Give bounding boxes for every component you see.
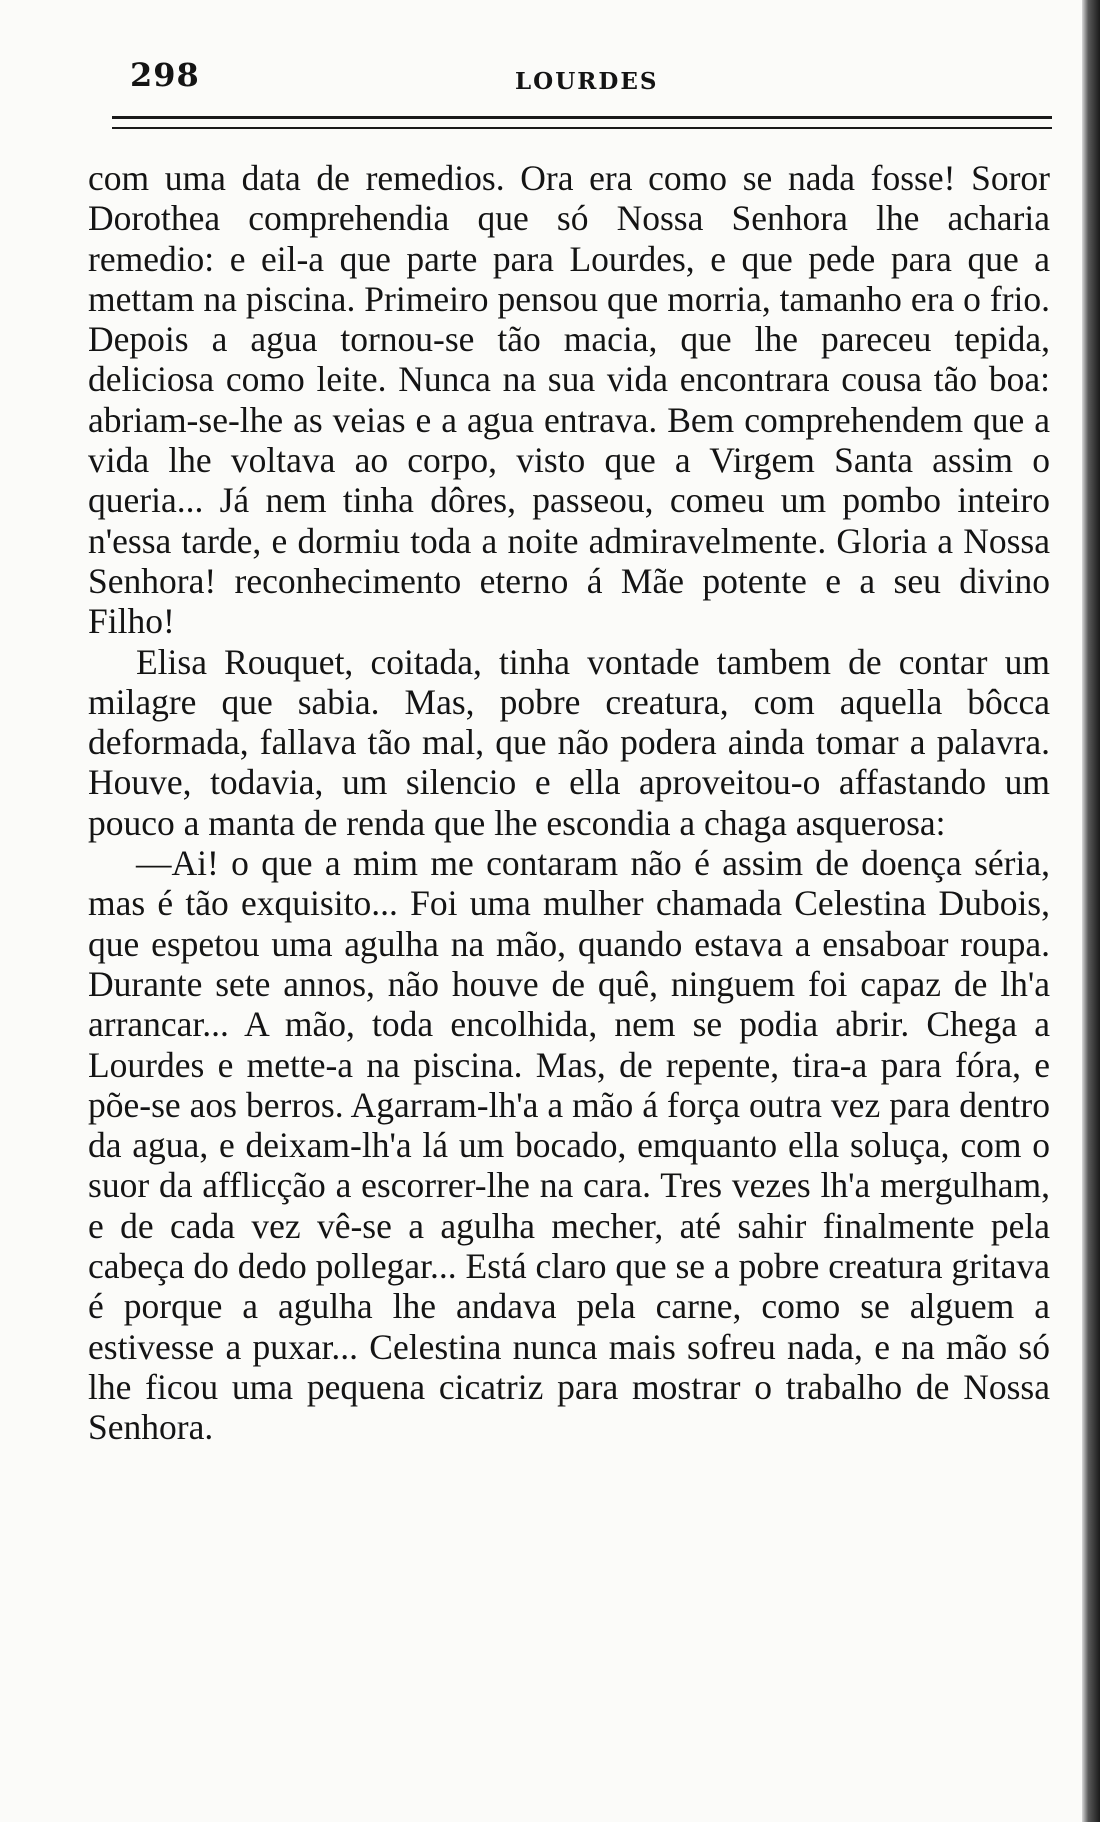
header-rule-thin [112,127,1052,129]
page-edge-shadow [1082,0,1100,1822]
paragraph-1: com uma data de remedios. Ora era como se nada fosse! Soror Dorothea comprehendia que só Nossa Senhora lhe acharia remedio: e eil-a que parte para Lourdes, e que pede para que a mettam na piscina. Primeiro pensou que morria, tamanho era o frio. Depois a agua tornou-se tão macia, que lhe pareceu tepida, deliciosa como leite. Nunca na sua vida encontrara cousa tão boa: abriam-se-lhe as veias e a agua entrava. Bem comprehendem que a vida lhe voltava ao corpo, visto que a Virgem Santa assim o queria... Já nem tinha dôres, passeou, comeu um pombo inteiro n'essa tarde, e dormiu toda a noite admiravelmente. Gloria a Nossa Senhora! reconhecimento eterno á Mãe potente e a seu divino Filho! [88,158,1050,642]
running-title: LOURDES [515,68,659,95]
paragraph-2: Elisa Rouquet, coitada, tinha vontade tambem de contar um milagre que sabia. Mas, pobre creatura, com aquella bôcca deformada, fallava tão mal, que não podera ainda tomar a palavra. Houve, todavia, um silencio e ella aproveitou-o affastando um pouco a manta de renda que lhe escondia a chaga asquerosa: [88,641,1050,843]
header-rule [112,116,1052,119]
body-text [88,158,1050,1448]
page-header [130,52,1050,102]
paragraph-3: —Ai! o que a mim me contaram não é assim de doença séria, mas é tão exquisito... Foi uma mulher chamada Celestina Dubois, que espetou uma agulha na mão, quando estava a ensaboar roupa. Durante sete annos, não houve de quê, ninguem foi capaz de lh'a arrancar... A mão, toda encolhida, nem se podia abrir. Chega a Lourdes e mette-a na piscina. Mas, de repente, tira-a para fóra, e põe-se aos berros. Agarram-lh'a a mão á força outra vez para dentro da agua, e deixam-lh'a lá um bocado, emquanto ella soluça, com o suor da afflicção a escorrer-lhe na cara. Tres vezes lh'a mergulham, e de cada vez vê-se a agulha mecher, até sahir finalmente pela cabeça do dedo pollegar... Está claro que se a pobre creatura gritava é porque a agulha lhe andava pela carne, como se alguem a estivesse a puxar... Celestina nunca mais sofreu nada, e na mão só lhe ficou uma pequena cicatriz para mostrar o trabalho de Nossa Senhora. [88,843,1050,1448]
page-number: 298 [130,56,200,94]
